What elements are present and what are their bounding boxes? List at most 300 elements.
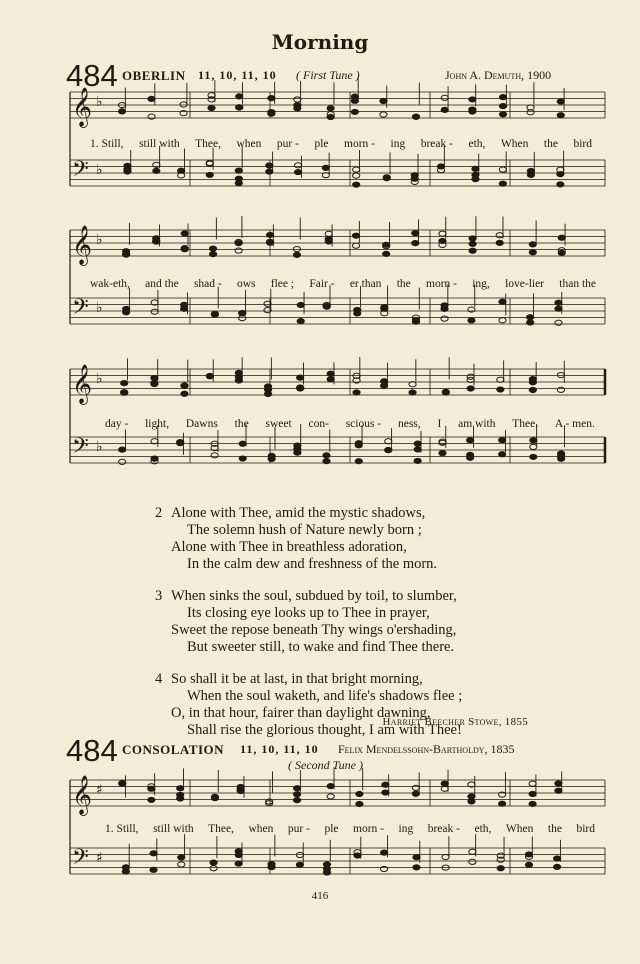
- lyric-syllable: Fair -: [309, 278, 335, 290]
- note-head: [469, 849, 476, 854]
- note-head: [557, 113, 564, 118]
- lyric-syllable: 1. Still,: [90, 138, 124, 150]
- note-head: [153, 239, 160, 244]
- note-head: [555, 320, 562, 325]
- note-head: [323, 870, 330, 875]
- note-head: [409, 390, 416, 395]
- note-head: [499, 103, 506, 108]
- note-head: [210, 860, 217, 865]
- note-head: [383, 242, 390, 247]
- note-head: [437, 164, 444, 169]
- note-head: [529, 387, 536, 392]
- note-head: [530, 454, 537, 459]
- note-head: [469, 236, 476, 241]
- lyric-syllable: and the: [145, 278, 179, 290]
- lyric-syllable: eth,: [474, 823, 492, 835]
- lyric-syllable: day -: [105, 418, 129, 430]
- lyric-syllable: morn -: [426, 278, 457, 290]
- note-head: [529, 781, 536, 786]
- lyric-syllable: eth,: [468, 138, 486, 150]
- hymn-number-second: 484: [66, 733, 118, 768]
- note-head: [268, 861, 275, 866]
- page-number: 416: [311, 890, 329, 902]
- note-head: [381, 379, 388, 384]
- verse-line: But sweeter still, to wake and find Thee there.: [187, 639, 455, 655]
- note-head: [497, 387, 504, 392]
- note-head: [352, 233, 359, 238]
- note-head: [181, 383, 188, 388]
- note-head: [294, 106, 301, 111]
- note-head: [557, 172, 564, 177]
- verse-line: When sinks the soul, subdued by toil, to slumber,: [171, 588, 457, 604]
- note-head: [557, 99, 564, 104]
- note-head: [353, 173, 360, 178]
- lyric-syllable: ing: [390, 138, 406, 150]
- note-head: [354, 311, 361, 316]
- note-head: [412, 231, 419, 236]
- note-head: [119, 459, 126, 464]
- key-signature: ♯: [96, 782, 103, 798]
- note-head: [527, 172, 534, 177]
- note-head: [439, 451, 446, 456]
- verse-line: In the calm dew and freshness of the morn.: [187, 556, 438, 572]
- meter-second: 11, 10, 11, 10: [240, 742, 319, 756]
- note-head: [266, 163, 273, 168]
- note-head: [325, 239, 332, 244]
- note-head: [327, 371, 334, 376]
- note-head: [467, 438, 474, 443]
- note-head: [210, 866, 217, 871]
- hymn-number-first: 484: [66, 58, 118, 93]
- note-head: [499, 299, 506, 304]
- note-head: [409, 382, 416, 387]
- note-head: [327, 794, 334, 799]
- note-head: [383, 251, 390, 256]
- lyric-syllable: when: [248, 823, 274, 835]
- note-head: [381, 850, 388, 855]
- note-head: [554, 864, 561, 869]
- stanza-number: 2: [155, 505, 163, 521]
- note-head: [354, 853, 361, 858]
- note-head: [439, 231, 446, 236]
- composer-second: Felix Mendelssohn-Bartholdy, 1835: [338, 742, 515, 756]
- note-head: [529, 250, 536, 255]
- note-head: [296, 862, 303, 867]
- lyric-syllable: light,: [145, 418, 170, 430]
- tune-note-first: ( First Tune ): [296, 68, 360, 82]
- note-head: [353, 390, 360, 395]
- note-head: [181, 391, 188, 396]
- note-head: [441, 95, 448, 100]
- note-head: [529, 377, 536, 382]
- lyric-syllable: Thee,: [195, 138, 221, 150]
- note-head: [235, 181, 242, 186]
- verse-line: O, in that hour, fairer than daylight dawning,: [171, 705, 431, 721]
- note-head: [557, 387, 564, 392]
- lyrics-row-1: [90, 138, 592, 150]
- note-head: [295, 163, 302, 168]
- note-head: [441, 107, 448, 112]
- note-head: [211, 453, 218, 458]
- note-head: [323, 459, 330, 464]
- lyric-syllable: the: [543, 138, 558, 150]
- note-head: [385, 447, 392, 452]
- note-head: [181, 302, 188, 307]
- note-head: [351, 109, 358, 114]
- note-head: [469, 248, 476, 253]
- note-head: [181, 246, 188, 251]
- note-head: [527, 315, 534, 320]
- note-head: [555, 306, 562, 311]
- lyric-syllable: I: [437, 418, 442, 430]
- note-head: [412, 791, 419, 796]
- lyric-syllable: ness,: [397, 418, 421, 430]
- lyric-syllable: morn -: [353, 823, 385, 835]
- note-head: [530, 444, 537, 449]
- note-head: [497, 377, 504, 382]
- lyric-syllable: ple: [314, 138, 329, 150]
- note-head: [323, 862, 330, 867]
- note-head: [554, 856, 561, 861]
- lyric-syllable: When: [500, 138, 529, 150]
- note-head: [294, 97, 301, 102]
- hymn-author: Harriet Beecher Stowe, 1855: [382, 716, 528, 728]
- note-head: [558, 456, 565, 461]
- note-head: [525, 862, 532, 867]
- note-head: [469, 241, 476, 246]
- note-head: [150, 851, 157, 856]
- note-head: [467, 386, 474, 391]
- note-head: [558, 451, 565, 456]
- note-head: [382, 790, 389, 795]
- note-head: [151, 309, 158, 314]
- note-head: [412, 241, 419, 246]
- note-head: [413, 865, 420, 870]
- lyric-syllable: Dawns: [185, 418, 218, 430]
- note-head: [239, 456, 246, 461]
- note-head: [441, 781, 448, 786]
- lyric-syllable: sweet: [265, 418, 292, 430]
- note-head: [499, 95, 506, 100]
- note-head: [499, 452, 506, 457]
- meter-first: 11, 10, 11, 10: [198, 68, 277, 82]
- lyric-syllable: than the: [559, 278, 596, 290]
- note-head: [177, 786, 184, 791]
- note-head: [382, 782, 389, 787]
- bass-clef: 𝄢: [72, 845, 89, 875]
- note-head: [209, 252, 216, 257]
- lyrics-row-4: [105, 823, 595, 835]
- note-head: [268, 111, 275, 116]
- note-head: [297, 386, 304, 391]
- verse-line: Its closing eye looks up to Thee in prayer,: [187, 605, 430, 621]
- note-head: [414, 458, 421, 463]
- lyric-syllable: er than: [349, 278, 382, 290]
- note-head: [414, 441, 421, 446]
- note-head: [557, 182, 564, 187]
- note-head: [295, 169, 302, 174]
- lyric-syllable: the: [396, 278, 411, 290]
- note-head: [497, 866, 504, 871]
- stanza-number: 3: [155, 588, 163, 604]
- note-head: [468, 794, 475, 799]
- note-head: [499, 181, 506, 186]
- note-head: [148, 114, 155, 119]
- note-head: [268, 453, 275, 458]
- lyric-syllable: wak-eth,: [90, 278, 130, 290]
- note-head: [529, 242, 536, 247]
- note-head: [557, 372, 564, 377]
- bass-clef: 𝄢: [72, 295, 89, 325]
- lyric-syllable: when: [236, 138, 262, 150]
- note-head: [297, 319, 304, 324]
- note-head: [293, 798, 300, 803]
- note-head: [441, 316, 448, 321]
- lyric-syllable: Thee,: [208, 823, 234, 835]
- note-head: [119, 447, 126, 452]
- note-head: [148, 96, 155, 101]
- note-head: [472, 177, 479, 182]
- lyric-syllable: morn -: [344, 138, 376, 150]
- note-head: [266, 169, 273, 174]
- note-head: [469, 97, 476, 102]
- lyrics-row-3: [105, 418, 595, 430]
- lyric-syllable: the: [547, 823, 562, 835]
- note-head: [268, 95, 275, 100]
- verse-line: Alone with Thee in breathless adoration,: [171, 539, 407, 555]
- note-head: [235, 374, 242, 379]
- tune-name-second: CONSOLATION: [122, 742, 225, 757]
- note-head: [496, 233, 503, 238]
- note-head: [441, 786, 448, 791]
- note-head: [383, 175, 390, 180]
- note-head: [472, 166, 479, 171]
- note-head: [124, 167, 131, 172]
- note-head: [325, 231, 332, 236]
- key-signature: ♭: [96, 439, 103, 455]
- note-head: [211, 796, 218, 801]
- note-head: [266, 232, 273, 237]
- note-head: [236, 94, 243, 99]
- lyric-syllable: pur -: [287, 823, 310, 835]
- key-signature: ♭: [96, 94, 103, 110]
- stanza-4: [155, 671, 575, 739]
- note-head: [412, 114, 419, 119]
- key-signature: ♭: [96, 300, 103, 316]
- composer-first: John A. Demuth, 1900: [445, 68, 552, 82]
- verse-line: Shall rise the glorious thought, I am with Thee!: [187, 722, 462, 738]
- note-head: [525, 852, 532, 857]
- lyric-syllable: pur -: [276, 138, 299, 150]
- lyric-syllable: love-lier: [505, 278, 545, 290]
- lyric-syllable: ing,: [472, 278, 490, 290]
- note-head: [235, 248, 242, 253]
- note-head: [151, 381, 158, 386]
- note-head: [180, 102, 187, 107]
- lyric-syllable: scious -: [345, 418, 382, 430]
- note-head: [499, 801, 506, 806]
- note-head: [153, 168, 160, 173]
- page-heading: Morning: [271, 30, 369, 54]
- lyric-syllable: When: [505, 823, 534, 835]
- note-head: [177, 792, 184, 797]
- note-head: [352, 243, 359, 248]
- note-head: [121, 390, 128, 395]
- note-head: [297, 302, 304, 307]
- note-head: [499, 437, 506, 442]
- verse-line: The solemn hush of Nature newly born ;: [187, 522, 422, 538]
- note-head: [177, 440, 184, 445]
- note-head: [237, 788, 244, 793]
- verse-line: When the soul waketh, and life's shadows flee ;: [187, 688, 463, 704]
- note-head: [411, 176, 418, 181]
- note-head: [122, 865, 129, 870]
- lyric-syllable: the: [234, 418, 249, 430]
- verse-line: Alone with Thee, amid the mystic shadows,: [171, 505, 426, 521]
- note-head: [558, 235, 565, 240]
- lyric-syllable: am with: [458, 418, 496, 430]
- note-head: [235, 861, 242, 866]
- key-signature: ♭: [96, 371, 103, 387]
- note-head: [327, 377, 334, 382]
- note-head: [327, 114, 334, 119]
- note-head: [381, 306, 388, 311]
- note-head: [118, 109, 125, 114]
- stanza-3: [155, 588, 575, 656]
- treble-clef: 𝄞: [72, 364, 93, 404]
- note-head: [327, 784, 334, 789]
- lyric-syllable: 1. Still,: [105, 823, 139, 835]
- lyric-syllable: Thee.: [512, 418, 539, 430]
- stanza-number: 4: [155, 671, 163, 687]
- lyric-syllable: ple: [324, 823, 339, 835]
- tune-note-second: ( Second Tune ): [288, 758, 363, 772]
- lyric-syllable: break -: [420, 138, 453, 150]
- note-head: [555, 781, 562, 786]
- note-head: [467, 374, 474, 379]
- note-head: [178, 855, 185, 860]
- note-head: [414, 447, 421, 452]
- note-head: [293, 792, 300, 797]
- note-head: [297, 375, 304, 380]
- lyric-syllable: break -: [427, 823, 460, 835]
- note-head: [327, 106, 334, 111]
- note-head: [150, 867, 157, 872]
- note-head: [181, 231, 188, 236]
- note-head: [355, 459, 362, 464]
- note-head: [351, 94, 358, 99]
- note-head: [499, 112, 506, 117]
- note-head: [467, 455, 474, 460]
- note-head: [380, 98, 387, 103]
- note-head: [412, 785, 419, 790]
- note-head: [356, 791, 363, 796]
- note-head: [441, 306, 448, 311]
- verse-line: Sweet the repose beneath Thy wings o'ershading,: [171, 622, 457, 638]
- note-head: [209, 246, 216, 251]
- lyric-syllable: bird: [576, 823, 595, 835]
- note-head: [119, 780, 126, 785]
- note-head: [499, 318, 506, 323]
- note-head: [412, 317, 419, 322]
- bass-clef: 𝄢: [72, 434, 89, 464]
- lyric-syllable: ows: [237, 278, 256, 290]
- tune-name-first: OBERLIN: [122, 68, 186, 83]
- note-head: [293, 252, 300, 257]
- note-head: [121, 381, 128, 386]
- lyric-syllable: con-: [308, 418, 329, 430]
- lyric-syllable: ing: [398, 823, 414, 835]
- key-signature: ♯: [96, 850, 103, 866]
- key-signature: ♭: [96, 162, 103, 178]
- note-head: [530, 438, 537, 443]
- lyric-syllable: still with: [139, 138, 180, 150]
- key-signature: ♭: [96, 232, 103, 248]
- lyric-syllable: shad -: [193, 278, 222, 290]
- note-head: [380, 112, 387, 117]
- note-head: [469, 109, 476, 114]
- note-head: [469, 859, 476, 864]
- note-head: [296, 852, 303, 857]
- note-head: [239, 441, 246, 446]
- note-head: [496, 240, 503, 245]
- lyric-syllable: flee ;: [270, 278, 295, 290]
- lyric-syllable: bird: [573, 138, 592, 150]
- note-head: [123, 310, 130, 315]
- note-head: [529, 791, 536, 796]
- note-head: [235, 241, 242, 246]
- note-head: [208, 105, 215, 110]
- note-head: [151, 375, 158, 380]
- note-head: [264, 391, 271, 396]
- note-head: [527, 320, 534, 325]
- note-head: [413, 855, 420, 860]
- note-head: [529, 801, 536, 806]
- lyrics-row-2: [90, 278, 596, 290]
- stanza-2: [155, 505, 575, 573]
- note-head: [353, 167, 360, 172]
- treble-clef: 𝄞: [72, 87, 93, 127]
- note-head: [235, 852, 242, 857]
- note-head: [236, 105, 243, 110]
- note-head: [178, 862, 185, 867]
- note-head: [235, 168, 242, 173]
- note-head: [442, 389, 449, 394]
- note-head: [148, 797, 155, 802]
- note-head: [239, 310, 246, 315]
- note-head: [123, 251, 130, 256]
- note-head: [293, 786, 300, 791]
- note-head: [206, 172, 213, 177]
- note-head: [355, 441, 362, 446]
- note-head: [555, 300, 562, 305]
- lyric-syllable: A - men.: [554, 418, 595, 430]
- note-head: [356, 801, 363, 806]
- note-head: [322, 165, 329, 170]
- verse-line: So shall it be at last, in that bright morning,: [171, 671, 423, 687]
- note-head: [294, 450, 301, 455]
- note-head: [468, 318, 475, 323]
- treble-clef: 𝄞: [72, 775, 93, 815]
- note-head: [353, 182, 360, 187]
- note-head: [555, 788, 562, 793]
- note-head: [499, 167, 506, 172]
- note-head: [151, 439, 158, 444]
- lyric-syllable: still with: [153, 823, 194, 835]
- note-head: [293, 246, 300, 251]
- treble-clef: 𝄞: [72, 225, 93, 265]
- note-head: [442, 854, 449, 859]
